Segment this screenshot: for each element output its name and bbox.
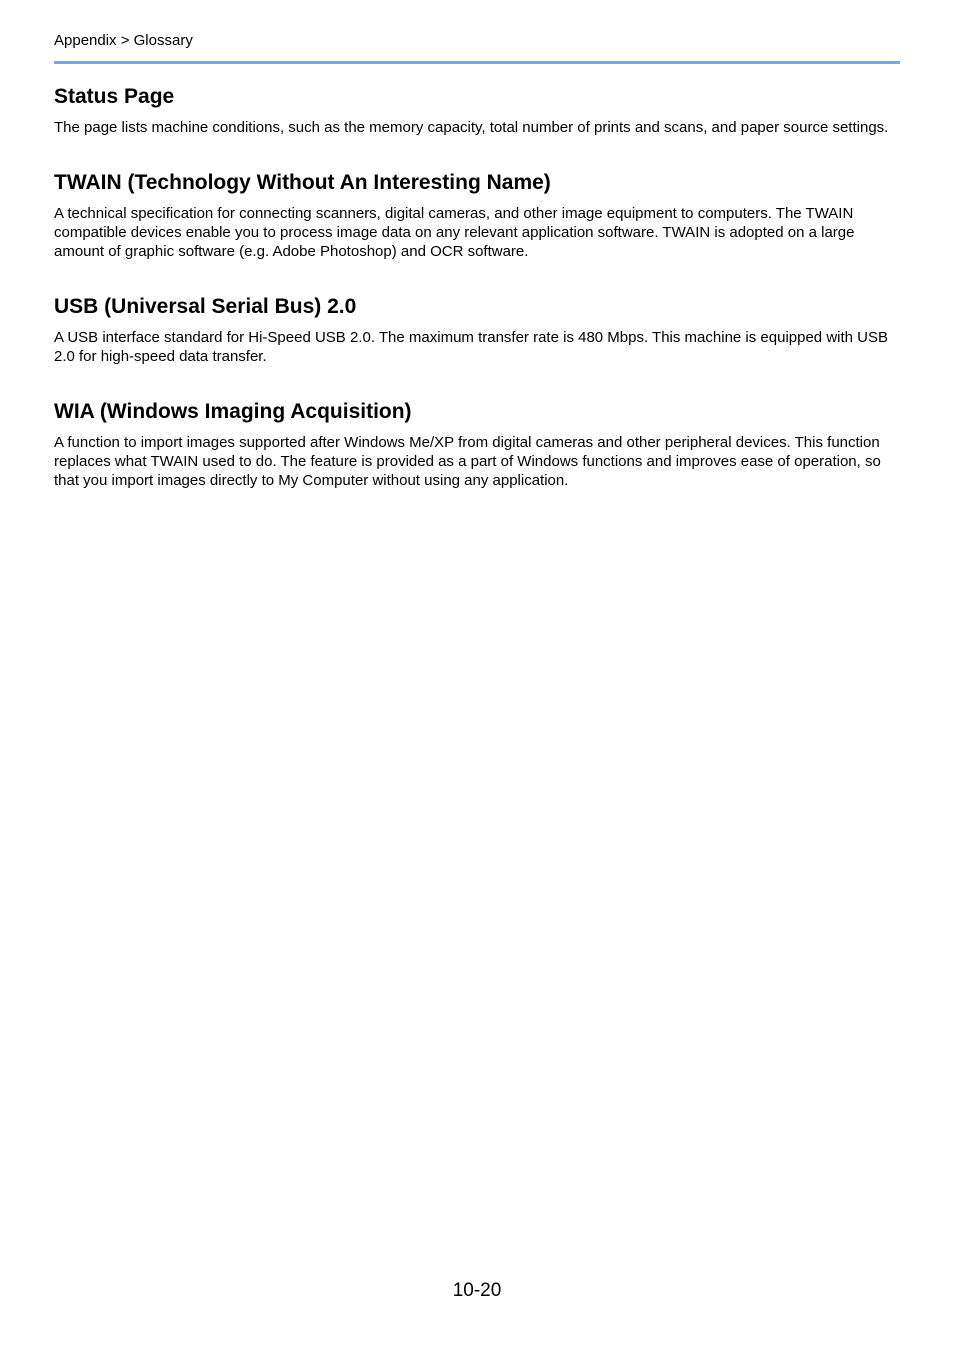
glossary-entry-wia: [54, 397, 900, 490]
entry-body: The page lists machine conditions, such as the memory capacity, total number of prints and scans, and paper source settings.: [54, 119, 889, 136]
glossary-entry-twain: [54, 168, 900, 261]
entry-body: A technical specification for connecting scanners, digital cameras, and other image equipment to computers. The TWAIN compatible devices enable you to process image data on any relevant application software. TWAIN is adopted on a large amount of graphic software (e.g. Adobe Photoshop) and OCR software.: [54, 205, 855, 260]
header-divider: [54, 61, 900, 64]
glossary-entry-status-page: [54, 82, 900, 137]
page-number: 10-20: [452, 1280, 502, 1301]
page-header: [54, 30, 900, 64]
entry-body: A function to import images supported after Windows Me/XP from digital cameras and other peripheral devices. This function replaces what TWAIN used to do. The feature is provided as a part of Windows functions and improves ease of operation, so that you import images directly to My Computer without using any application.: [54, 434, 881, 489]
entry-title: WIA (Windows Imaging Acquisition): [54, 400, 412, 423]
entry-body: A USB interface standard for Hi-Speed USB 2.0. The maximum transfer rate is 480 Mbps. This machine is equipped with USB 2.0 for high-speed data transfer.: [54, 329, 889, 365]
breadcrumb: Appendix > Glossary: [54, 32, 193, 49]
glossary-entry-usb: [54, 292, 900, 366]
entry-title: Status Page: [54, 85, 175, 108]
entry-title: TWAIN (Technology Without An Interesting Name): [54, 171, 551, 194]
glossary-content: [54, 82, 900, 521]
entry-title: USB (Universal Serial Bus) 2.0: [54, 295, 357, 318]
